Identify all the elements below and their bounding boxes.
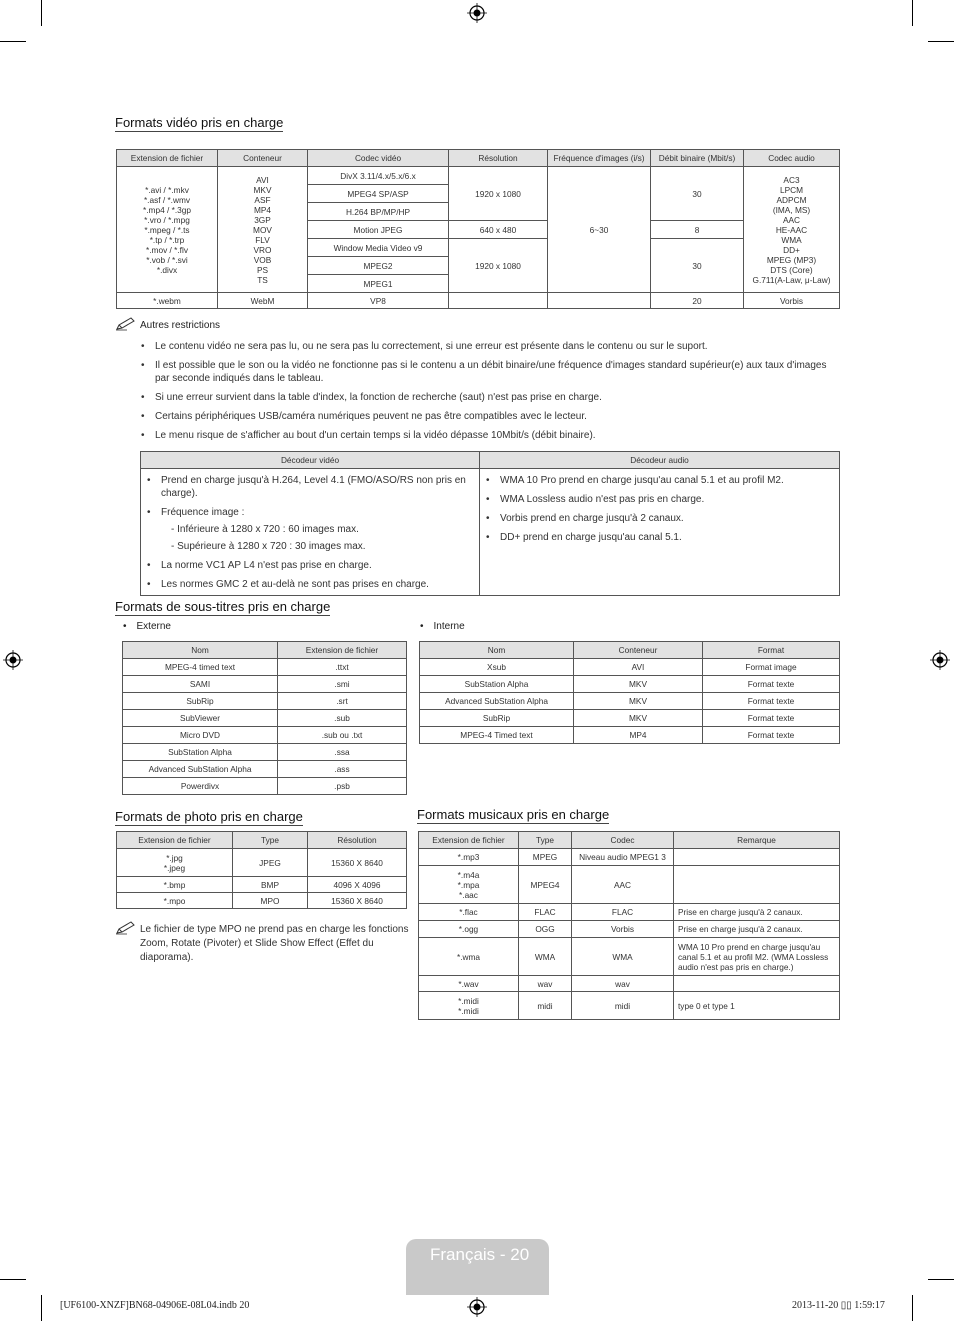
webm-audio: Vorbis	[744, 293, 840, 309]
video-formats-title: Formats vidéo pris en charge	[115, 115, 284, 130]
webm-framerate	[548, 293, 651, 309]
list-item: • Il est possible que le son ou la vidéo ne fonctionne pas si le contenu a un débit binaire/une fréquence d'images standard supérieur(e) aux taux d'images par seconde indiqués dans le tableau.	[141, 359, 841, 385]
mpo-note: Le fichier de type MPO ne prend pas en charge les fonctions Zoom, Rotate (Pivoter) et Slide Show Effect (Effet du diaporama).	[140, 924, 409, 963]
photo-formats-title: Formats de photo pris en charge	[115, 809, 303, 824]
pencil-note-icon	[115, 921, 137, 935]
registration-mark-icon	[3, 650, 23, 670]
internal-label: • Interne	[420, 621, 465, 632]
page-number-tab	[406, 1239, 549, 1295]
framerate-sub-item: - Supérieure à 1280 x 720 : 30 images max.	[171, 541, 366, 552]
footer-timestamp: 2013-11-20 ▯▯ 1:59:17	[792, 1300, 885, 1311]
table-row: MPEG-4 timed text .ttxt	[123, 659, 407, 676]
music-formats-title: Formats musicaux pris en charge	[417, 807, 610, 822]
codec-cell: H.264 BP/MP/HP	[308, 203, 449, 221]
framerate-cell: 6~30	[548, 167, 651, 293]
crop-mark	[912, 0, 913, 26]
crop-mark	[0, 1279, 26, 1280]
video-decoder-cell	[141, 469, 480, 596]
container-list: AVI MKV ASF MP4 3GP MOV FLV VRO VOB PS TS	[218, 167, 308, 293]
photo-table	[116, 831, 407, 909]
codec-cell: DivX 3.11/4.x/5.x/6.x	[308, 167, 449, 185]
table-header: Extension de fichier	[117, 832, 233, 849]
table-row: SAMI .smi	[123, 676, 407, 693]
table-header: Nom	[420, 642, 574, 659]
page-label: Français - 20	[430, 1245, 530, 1264]
table-row: SubRip MKV Format texte	[420, 710, 840, 727]
audio-decoder-cell	[480, 469, 840, 596]
registration-mark-icon	[467, 3, 487, 23]
table-row: *.midi *.midi midi midi type 0 et type 1	[419, 992, 840, 1020]
music-table	[418, 831, 840, 1020]
webm-codec: VP8	[308, 293, 449, 309]
table-header: Débit binaire (Mbit/s)	[651, 150, 744, 167]
crop-mark	[928, 1279, 954, 1280]
table-row: Advanced SubStation Alpha .ass	[123, 761, 407, 778]
list-item: • WMA Lossless audio n'est pas pris en charge.	[486, 493, 833, 506]
decoder-table	[140, 451, 840, 596]
crop-mark	[928, 41, 954, 42]
table-row: *.mpo MPO 15360 X 8640	[117, 893, 407, 909]
codec-cell: MPEG4 SP/ASP	[308, 185, 449, 203]
table-header: Décodeur audio	[480, 452, 840, 469]
list-item: • Fréquence image : - Inférieure à 1280 x 720 : 60 images max. - Supérieure à 1280 x 720 : 30 images max.	[147, 506, 473, 553]
crop-mark	[41, 0, 42, 26]
codec-cell: Motion JPEG	[308, 221, 449, 239]
webm-resolution	[449, 293, 548, 309]
codec-cell: MPEG1	[308, 275, 449, 293]
external-label: • Externe	[123, 621, 171, 632]
table-header: Extension de fichier	[278, 642, 407, 659]
list-item: • Le menu risque de s'afficher au bout d'un certain temps si la vidéo dépasse 10Mbit/s (débit binaire).	[141, 429, 841, 442]
table-row: SubStation Alpha .ssa	[123, 744, 407, 761]
resolution-cell: 1920 x 1080	[449, 167, 548, 221]
table-row: Powerdivx .psb	[123, 778, 407, 795]
external-subtitle-table	[122, 641, 407, 795]
codec-cell: MPEG2	[308, 257, 449, 275]
extension-list: *.avi / *.mkv *.asf / *.wmv *.mp4 / *.3gp *.vro / *.mpg *.mpeg / *.ts *.tp / *.trp *.mov / *.flv *.vob / *.svi *.divx	[117, 167, 218, 293]
webm-container: WebM	[218, 293, 308, 309]
table-row: Micro DVD .sub ou .txt	[123, 727, 407, 744]
list-item: • La norme VC1 AP L4 n'est pas prise en charge.	[147, 559, 473, 572]
list-item: • Si une erreur survient dans la table d'index, la fonction de recherche (saut) n'est pas prise en charge.	[141, 391, 841, 404]
list-item: • Vorbis prend en charge jusqu'à 2 canaux.	[486, 512, 833, 525]
table-header: Codec audio	[744, 150, 840, 167]
registration-mark-icon	[467, 1297, 487, 1317]
list-item: • DD+ prend en charge jusqu'au canal 5.1.	[486, 531, 833, 544]
table-header: Résolution	[308, 832, 407, 849]
table-row: *.wav wav wav	[419, 976, 840, 992]
codec-cell: Window Media Video v9	[308, 239, 449, 257]
pencil-note-icon	[115, 317, 137, 331]
framerate-sub-item: - Inférieure à 1280 x 720 : 60 images max.	[171, 524, 359, 535]
table-row: *.m4a *.mpa *.aac MPEG4 AAC	[419, 866, 840, 904]
footer-file-info: [UF6100-XNZF]BN68-04906E-08L04.indb 20	[60, 1300, 250, 1311]
crop-mark	[41, 1295, 42, 1321]
crop-mark	[0, 41, 26, 42]
table-row: *.bmp BMP 4096 X 4096	[117, 877, 407, 893]
list-item: • Les normes GMC 2 et au-delà ne sont pas prises en charge.	[147, 578, 473, 591]
table-row: Xsub AVI Format image	[420, 659, 840, 676]
list-item: • WMA 10 Pro prend en charge jusqu'au canal 5.1 et au profil M2.	[486, 474, 833, 487]
restrictions-list	[141, 340, 841, 448]
table-row: *.jpg *.jpeg JPEG 15360 X 8640	[117, 849, 407, 877]
bitrate-cell: 30	[651, 167, 744, 221]
table-row: Advanced SubStation Alpha MKV Format texte	[420, 693, 840, 710]
table-row: SubViewer .sub	[123, 710, 407, 727]
table-row: *.ogg OGG Vorbis Prise en charge jusqu'à 2 canaux.	[419, 921, 840, 938]
table-header: Nom	[123, 642, 278, 659]
table-header: Décodeur vidéo	[141, 452, 480, 469]
restrictions-title: Autres restrictions	[140, 320, 221, 331]
table-row: *.flac FLAC FLAC Prise en charge jusqu'à 2 canaux.	[419, 904, 840, 921]
table-header: Conteneur	[574, 642, 703, 659]
audio-codec-list: AC3 LPCM ADPCM (IMA, MS) AAC HE-AAC WMA DD+ MPEG (MP3) DTS (Core) G.711(A-Law, μ-Law)	[744, 167, 840, 293]
table-header: Remarque	[674, 832, 840, 849]
registration-mark-icon	[930, 650, 950, 670]
resolution-cell: 1920 x 1080	[449, 239, 548, 293]
resolution-cell: 640 x 480	[449, 221, 548, 239]
table-row: MPEG-4 Timed text MP4 Format texte	[420, 727, 840, 744]
video-formats-table	[116, 149, 840, 309]
table-row: *.wma WMA WMA WMA 10 Pro prend en charge jusqu'au canal 5.1 et au profil M2. (WMA Lossless audio n'est pas pris en charge.)	[419, 938, 840, 976]
table-header: Codec vidéo	[308, 150, 449, 167]
list-item: • Le contenu vidéo ne sera pas lu, ou ne sera pas lu correctement, si une erreur est présente dans le contenu ou sur le suport.	[141, 340, 841, 353]
table-header: Type	[519, 832, 572, 849]
table-header: Type	[233, 832, 308, 849]
table-header: Extension de fichier	[117, 150, 218, 167]
restrictions-note	[115, 317, 220, 331]
table-row: SubStation Alpha MKV Format texte	[420, 676, 840, 693]
table-header: Codec	[572, 832, 674, 849]
internal-subtitle-table	[419, 641, 840, 744]
table-row: SubRip .srt	[123, 693, 407, 710]
list-item: • Certains périphériques USB/caméra numériques peuvent ne pas être compatibles avec le lecteur.	[141, 410, 841, 423]
bitrate-cell: 30	[651, 239, 744, 293]
table-header: Fréquence d'images (i/s)	[548, 150, 651, 167]
table-header: Format	[703, 642, 840, 659]
table-header: Conteneur	[218, 150, 308, 167]
bitrate-cell: 8	[651, 221, 744, 239]
webm-bitrate: 20	[651, 293, 744, 309]
table-row: *.mp3 MPEG Niveau audio MPEG1 3	[419, 849, 840, 866]
crop-mark	[912, 1295, 913, 1321]
list-item: • Prend en charge jusqu'à H.264, Level 4.1 (FMO/ASO/RS non pris en charge).	[147, 474, 473, 500]
table-header: Résolution	[449, 150, 548, 167]
webm-ext: *.webm	[117, 293, 218, 309]
subtitle-formats-title: Formats de sous-titres pris en charge	[115, 599, 331, 614]
table-header: Extension de fichier	[419, 832, 519, 849]
